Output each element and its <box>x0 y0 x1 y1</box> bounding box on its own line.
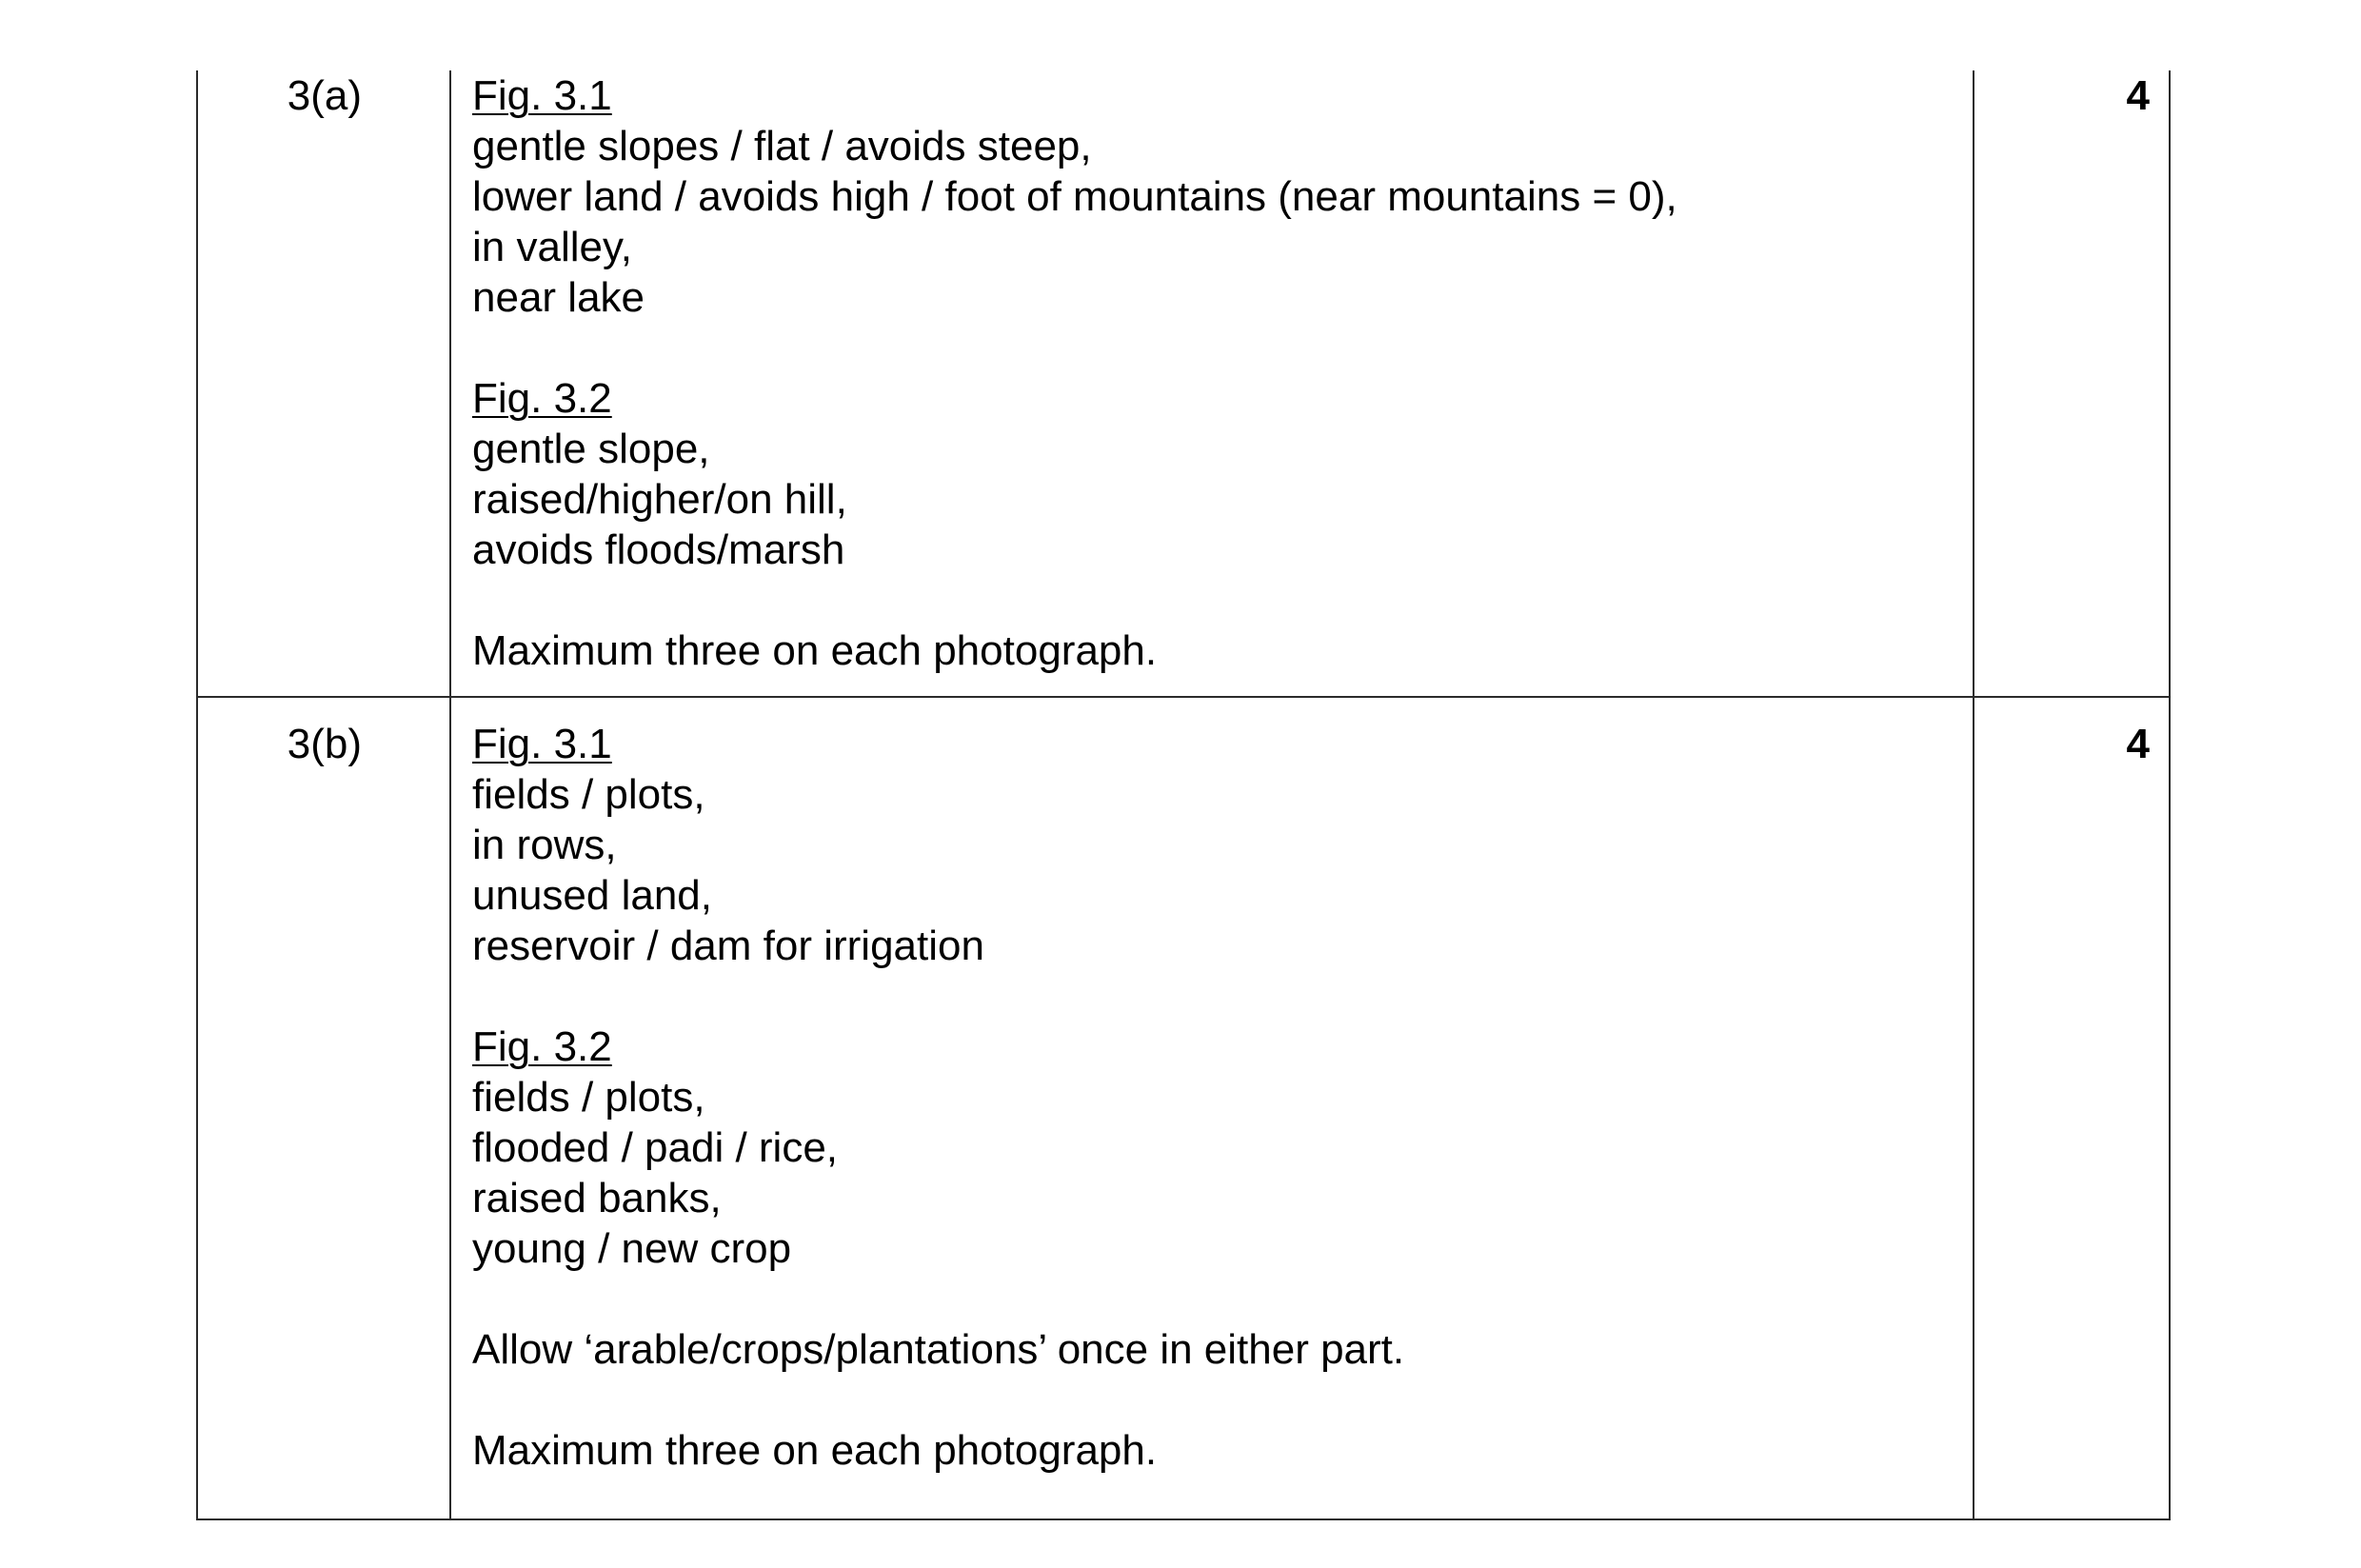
fig-3-2-answers <box>472 1022 1973 1274</box>
marks-cell <box>1974 70 2170 697</box>
answer-line: lower land / avoids high / foot of mountains (near mountains = 0), <box>472 173 1677 220</box>
answer-line: raised banks, <box>472 1175 722 1221</box>
answer-line: avoids floods/marsh <box>472 526 845 573</box>
answer-line: flooded / padi / rice, <box>472 1124 839 1171</box>
answer-cell <box>450 70 1974 697</box>
fig-3-2-answers <box>472 373 1973 575</box>
marks-cell <box>1974 697 2170 1519</box>
guidance-notes <box>472 625 1973 676</box>
fig-heading: Fig. 3.1 <box>472 72 612 119</box>
mark-scheme-table <box>196 70 2171 1520</box>
answer-line: in rows, <box>472 822 617 868</box>
fig-heading: Fig. 3.1 <box>472 721 612 767</box>
question-number-cell <box>197 697 450 1519</box>
answer-cell <box>450 697 1974 1519</box>
answer-line: raised/higher/on hill, <box>472 476 847 523</box>
question-number: 3(b) <box>287 721 362 767</box>
answer-line: gentle slopes / flat / avoids steep, <box>472 123 1092 169</box>
answer-line: fields / plots, <box>472 771 705 818</box>
table-row <box>197 70 2170 697</box>
fig-3-1-answers <box>472 719 1973 971</box>
answer-line: unused land, <box>472 872 712 919</box>
table-row <box>197 697 2170 1519</box>
answer-line: near lake <box>472 274 645 321</box>
answer-line: reservoir / dam for irrigation <box>472 923 984 969</box>
answer-line: in valley, <box>472 224 632 270</box>
marks-value: 4 <box>2126 721 2150 767</box>
fig-3-1-answers <box>472 70 1973 323</box>
guidance-note: Maximum three on each photograph. <box>472 1427 1158 1474</box>
guidance-note: Allow ‘arable/crops/plantations’ once in either part. <box>472 1326 1405 1373</box>
fig-heading: Fig. 3.2 <box>472 1023 612 1070</box>
answer-line: fields / plots, <box>472 1074 705 1121</box>
answer-line: gentle slope, <box>472 426 710 472</box>
question-number-cell <box>197 70 450 697</box>
answer-line: young / new crop <box>472 1225 792 1272</box>
guidance-notes <box>472 1425 1973 1476</box>
guidance-note: Maximum three on each photograph. <box>472 627 1158 674</box>
fig-heading: Fig. 3.2 <box>472 375 612 422</box>
marks-value: 4 <box>2126 72 2150 119</box>
guidance-notes <box>472 1324 1973 1375</box>
question-number: 3(a) <box>287 72 362 119</box>
